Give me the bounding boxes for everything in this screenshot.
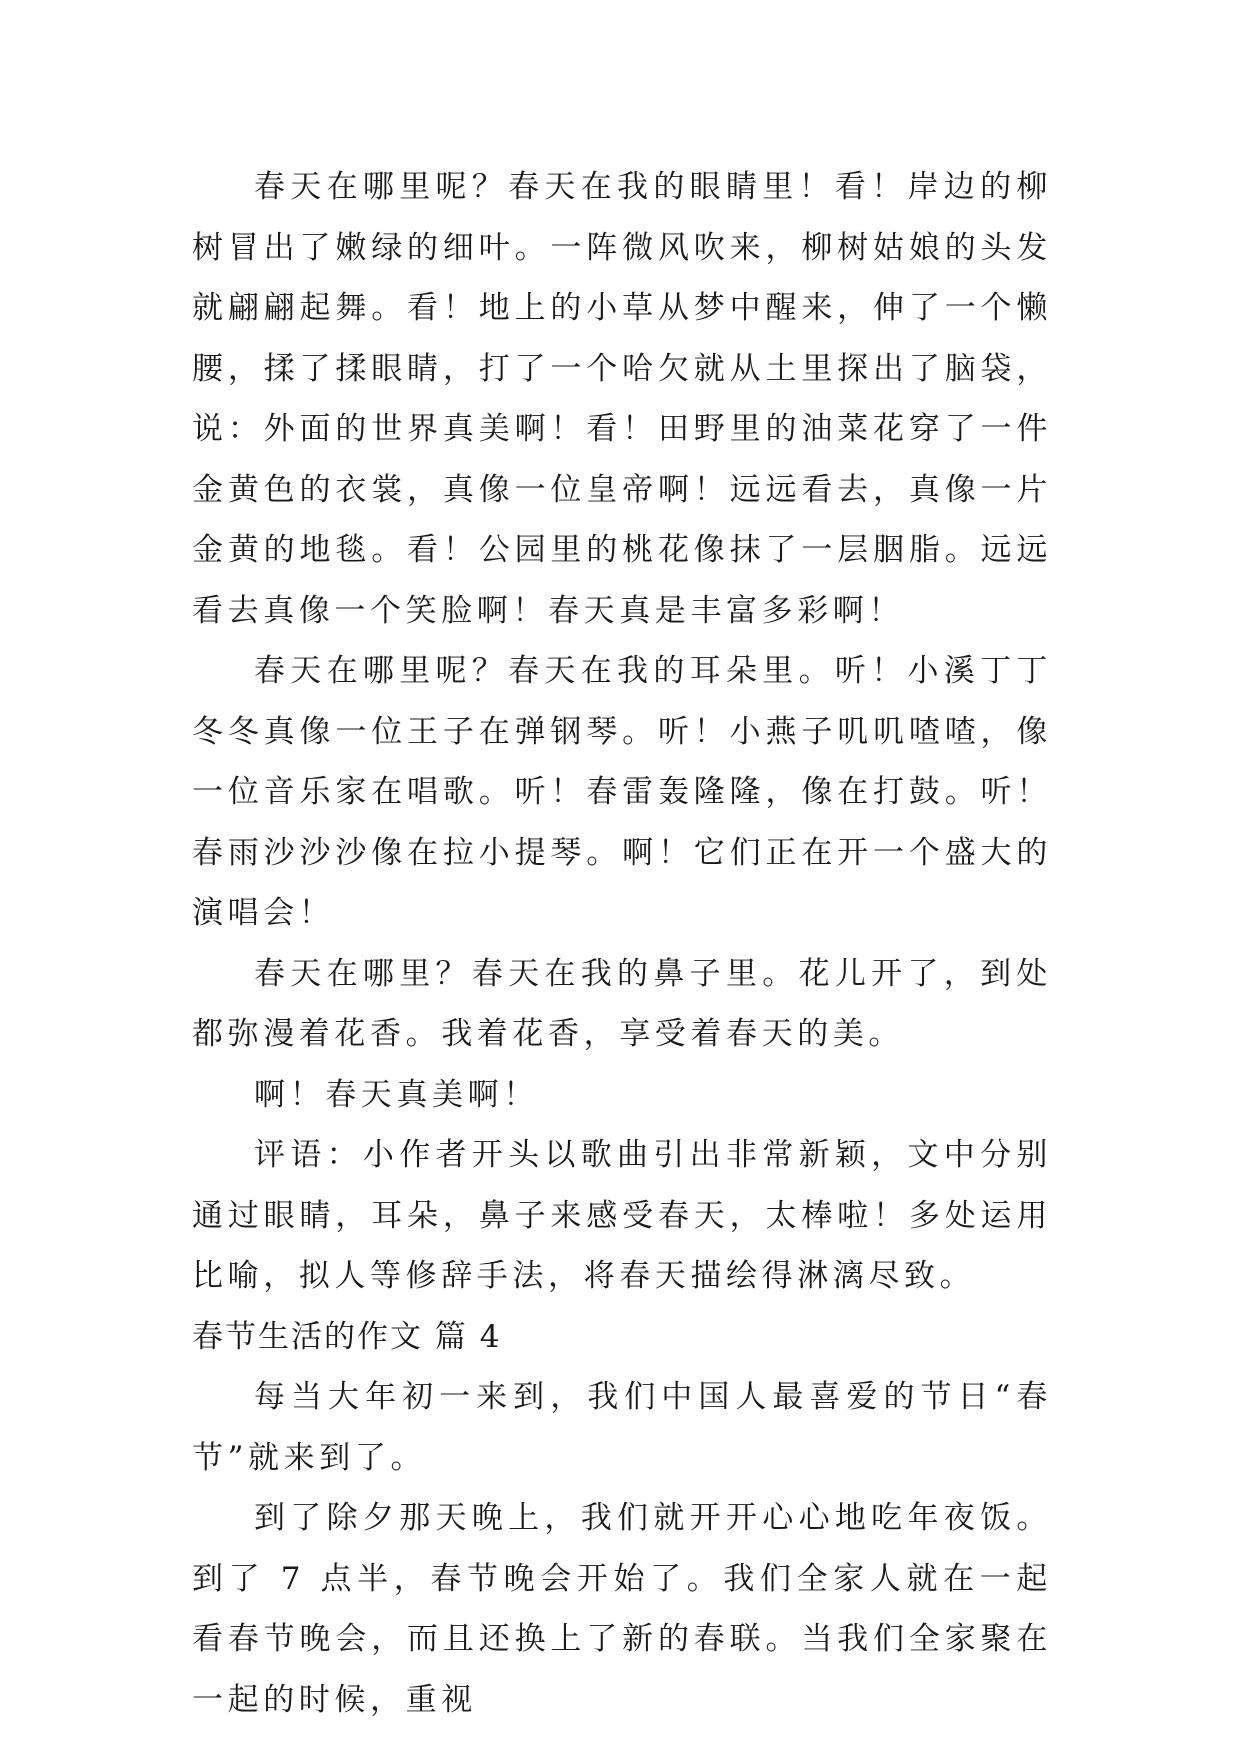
- paragraph-ears: 春天在哪里呢？春天在我的耳朵里。听！小溪丁丁冬冬真像一位王子在弹钢琴。听！小燕子叽叽喳喳，像一位音乐家在唱歌。听！春雷轰隆隆，像在打鼓。听！春雨沙沙沙像在拉小提琴。啊！它们正在开一个盛大的演唱会！: [192, 653, 1052, 931]
- section-title: 春节生活的作文 篇 4: [192, 1318, 502, 1355]
- paragraph-eyes: 春天在哪里呢？春天在我的眼睛里！看！岸边的柳树冒出了嫩绿的细叶。一阵微风吹来，柳树姑娘的头发就翩翩起舞。看！地上的小草从梦中醒来，伸了一个懒腰，揉了揉眼睛，打了一个哈欠就从土里探出了脑袋，说：外面的世界真美啊！看！田野里的油菜花穿了一件金黄色的衣裳，真像一位皇帝啊！远远看去，真像一片金黄的地毯。看！公园里的桃花像抹了一层胭脂。远远看去真像一个笑脸啊！春天真是丰富多彩啊！: [192, 169, 1052, 629]
- paragraph-eve: 到了除夕那天晚上，我们就开开心心地吃年夜饭。到了 7 点半，春节晚会开始了。我们全家人就在一起看春节晚会，而且还换上了新的春联。当我们全家聚在一起的时候，重视: [192, 1500, 1052, 1718]
- paragraph-nose: 春天在哪里？春天在我的鼻子里。花儿开了，到处都弥漫着花香。我着花香，享受着春天的美。: [192, 955, 1052, 1052]
- document-body: [192, 157, 1052, 1730]
- paragraph-exclaim: 啊！春天真美啊！: [254, 1076, 539, 1113]
- paragraph-new-year: 每当大年初一来到，我们中国人最喜爱的节日“春节”就来到了。: [192, 1379, 1052, 1476]
- paragraph-comment: 评语：小作者开头以歌曲引出非常新颖，文中分别通过眼睛，耳朵，鼻子来感受春天，太棒啦！多处运用比喻，拟人等修辞手法，将春天描绘得淋漓尽致。: [192, 1137, 1052, 1294]
